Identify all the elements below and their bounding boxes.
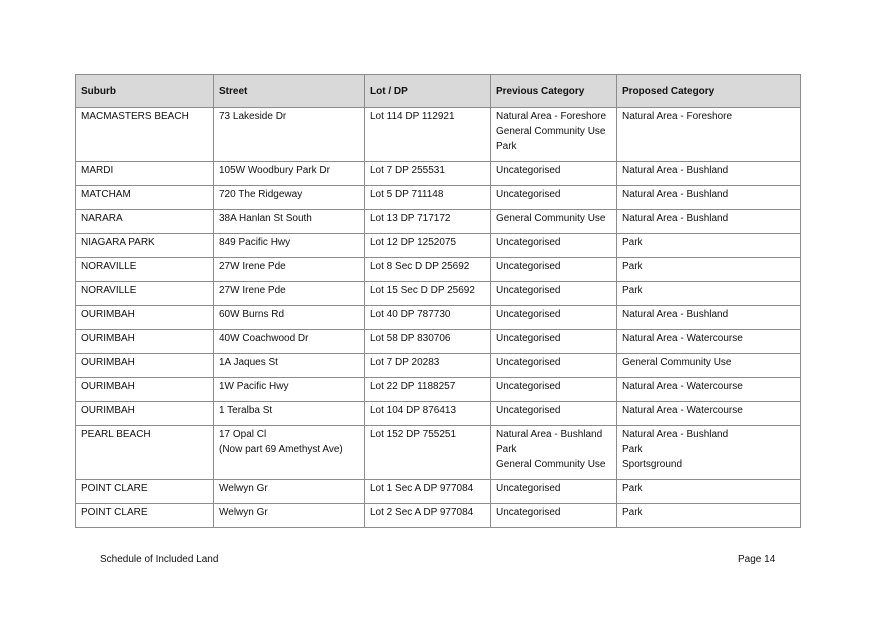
cell-previous-category — [491, 354, 617, 378]
column-header-lot-dp: Lot / DP — [365, 75, 491, 108]
table-row — [76, 504, 801, 528]
cell-line: Welwyn Gr — [219, 483, 268, 494]
cell-suburb: OURIMBAH — [76, 306, 214, 330]
cell-suburb: OURIMBAH — [76, 402, 214, 426]
cell-line: 1A Jaques St — [219, 357, 278, 368]
cell-line: 720 The Ridgeway — [219, 189, 303, 200]
cell-line: General Community Use — [496, 213, 606, 224]
cell-previous-category — [491, 210, 617, 234]
cell-previous-category — [491, 330, 617, 354]
cell-suburb: NORAVILLE — [76, 258, 214, 282]
cell-line: Park — [496, 444, 517, 455]
cell-line: Natural Area - Foreshore — [496, 111, 607, 122]
cell-proposed-category — [617, 378, 801, 402]
table-header-row — [76, 75, 801, 108]
cell-line: General Community Use — [496, 126, 606, 137]
table-row — [76, 354, 801, 378]
cell-previous-category — [491, 504, 617, 528]
cell-street — [214, 258, 365, 282]
cell-line: Uncategorised — [496, 261, 561, 272]
table-row — [76, 426, 801, 480]
cell-line: 60W Burns Rd — [219, 309, 285, 320]
cell-line: Uncategorised — [496, 357, 561, 368]
cell-street — [214, 210, 365, 234]
cell-line: Uncategorised — [496, 333, 561, 344]
cell-line: Natural Area - Watercourse — [622, 405, 743, 416]
cell-street — [214, 402, 365, 426]
cell-previous-category — [491, 480, 617, 504]
schedule-table — [75, 74, 801, 528]
table-row — [76, 480, 801, 504]
footer-document-title: Schedule of Included Land — [100, 554, 219, 565]
cell-proposed-category — [617, 402, 801, 426]
cell-line: Natural Area - Bushland — [496, 429, 603, 440]
cell-previous-category — [491, 162, 617, 186]
cell-line: 105W Woodbury Park Dr — [219, 165, 330, 176]
cell-line: 40W Coachwood Dr — [219, 333, 309, 344]
cell-street — [214, 330, 365, 354]
table-row — [76, 186, 801, 210]
cell-lot-dp: Lot 7 DP 20283 — [365, 354, 491, 378]
cell-lot-dp: Lot 40 DP 787730 — [365, 306, 491, 330]
cell-street — [214, 504, 365, 528]
cell-line: General Community Use — [622, 357, 732, 368]
cell-proposed-category — [617, 234, 801, 258]
cell-line: Natural Area - Bushland — [622, 309, 729, 320]
cell-suburb: NARARA — [76, 210, 214, 234]
cell-line: (Now part 69 Amethyst Ave) — [219, 444, 343, 455]
cell-lot-dp: Lot 152 DP 755251 — [365, 426, 491, 480]
cell-line: 73 Lakeside Dr — [219, 111, 287, 122]
cell-lot-dp: Lot 114 DP 112921 — [365, 108, 491, 162]
cell-previous-category — [491, 108, 617, 162]
cell-proposed-category — [617, 330, 801, 354]
table-body — [76, 108, 801, 528]
table-row — [76, 108, 801, 162]
cell-proposed-category — [617, 186, 801, 210]
cell-street — [214, 354, 365, 378]
cell-proposed-category — [617, 426, 801, 480]
cell-suburb: NORAVILLE — [76, 282, 214, 306]
cell-proposed-category — [617, 108, 801, 162]
cell-suburb: PEARL BEACH — [76, 426, 214, 480]
table-row — [76, 282, 801, 306]
cell-line: Natural Area - Foreshore — [622, 111, 733, 122]
cell-lot-dp: Lot 5 DP 711148 — [365, 186, 491, 210]
cell-line: Uncategorised — [496, 285, 561, 296]
cell-proposed-category — [617, 162, 801, 186]
cell-line: Natural Area - Watercourse — [622, 333, 743, 344]
cell-street — [214, 282, 365, 306]
cell-line: Natural Area - Bushland — [622, 189, 729, 200]
table-row — [76, 402, 801, 426]
cell-line: 1 Teralba St — [219, 405, 273, 416]
cell-previous-category — [491, 282, 617, 306]
cell-line: 38A Hanlan St South — [219, 213, 312, 224]
column-header-previous-category: Previous Category — [491, 75, 617, 108]
cell-line: 1W Pacific Hwy — [219, 381, 289, 392]
cell-line: Sportsground — [622, 459, 683, 470]
cell-previous-category — [491, 258, 617, 282]
cell-line: Natural Area - Bushland — [622, 429, 729, 440]
cell-street — [214, 186, 365, 210]
cell-line: Park — [622, 261, 643, 272]
cell-suburb: POINT CLARE — [76, 480, 214, 504]
cell-lot-dp: Lot 2 Sec A DP 977084 — [365, 504, 491, 528]
cell-lot-dp: Lot 104 DP 876413 — [365, 402, 491, 426]
cell-street — [214, 480, 365, 504]
cell-line: Uncategorised — [496, 309, 561, 320]
cell-street — [214, 234, 365, 258]
cell-previous-category — [491, 402, 617, 426]
cell-suburb: OURIMBAH — [76, 354, 214, 378]
table-row — [76, 330, 801, 354]
cell-proposed-category — [617, 210, 801, 234]
cell-line: 849 Pacific Hwy — [219, 237, 291, 248]
cell-line: Uncategorised — [496, 165, 561, 176]
cell-suburb: POINT CLARE — [76, 504, 214, 528]
cell-lot-dp: Lot 15 Sec D DP 25692 — [365, 282, 491, 306]
cell-suburb: NIAGARA PARK — [76, 234, 214, 258]
cell-suburb: OURIMBAH — [76, 378, 214, 402]
cell-lot-dp: Lot 1 Sec A DP 977084 — [365, 480, 491, 504]
cell-proposed-category — [617, 504, 801, 528]
cell-street — [214, 378, 365, 402]
cell-line: General Community Use — [496, 459, 606, 470]
cell-line: Park — [496, 141, 517, 152]
cell-line: Uncategorised — [496, 237, 561, 248]
cell-previous-category — [491, 426, 617, 480]
cell-line: Welwyn Gr — [219, 507, 268, 518]
cell-proposed-category — [617, 282, 801, 306]
cell-line: Park — [622, 285, 643, 296]
column-header-proposed-category: Proposed Category — [617, 75, 801, 108]
cell-previous-category — [491, 186, 617, 210]
cell-lot-dp: Lot 58 DP 830706 — [365, 330, 491, 354]
cell-suburb: OURIMBAH — [76, 330, 214, 354]
table-row — [76, 378, 801, 402]
cell-line: 17 Opal Cl — [219, 429, 267, 440]
cell-lot-dp: Lot 8 Sec D DP 25692 — [365, 258, 491, 282]
cell-lot-dp: Lot 7 DP 255531 — [365, 162, 491, 186]
cell-line: Uncategorised — [496, 507, 561, 518]
cell-street — [214, 108, 365, 162]
cell-previous-category — [491, 306, 617, 330]
table-row — [76, 306, 801, 330]
cell-line: Uncategorised — [496, 381, 561, 392]
cell-proposed-category — [617, 354, 801, 378]
cell-street — [214, 162, 365, 186]
cell-line: Natural Area - Bushland — [622, 213, 729, 224]
cell-line: Uncategorised — [496, 189, 561, 200]
cell-proposed-category — [617, 480, 801, 504]
cell-suburb: MARDI — [76, 162, 214, 186]
cell-line: 27W Irene Pde — [219, 285, 286, 296]
cell-line: Natural Area - Watercourse — [622, 381, 743, 392]
cell-suburb: MATCHAM — [76, 186, 214, 210]
cell-line: Park — [622, 444, 643, 455]
cell-line: Park — [622, 483, 643, 494]
cell-suburb: MACMASTERS BEACH — [76, 108, 214, 162]
cell-line: Uncategorised — [496, 483, 561, 494]
cell-lot-dp: Lot 12 DP 1252075 — [365, 234, 491, 258]
column-header-suburb: Suburb — [76, 75, 214, 108]
cell-line: Park — [622, 237, 643, 248]
cell-proposed-category — [617, 306, 801, 330]
table-row — [76, 210, 801, 234]
footer-page-number: Page 14 — [738, 554, 776, 565]
table-row — [76, 258, 801, 282]
cell-lot-dp: Lot 13 DP 717172 — [365, 210, 491, 234]
cell-lot-dp: Lot 22 DP 1188257 — [365, 378, 491, 402]
cell-proposed-category — [617, 258, 801, 282]
cell-line: Natural Area - Bushland — [622, 165, 729, 176]
cell-previous-category — [491, 378, 617, 402]
table-row — [76, 162, 801, 186]
cell-street — [214, 426, 365, 480]
cell-street — [214, 306, 365, 330]
cell-line: 27W Irene Pde — [219, 261, 286, 272]
column-header-street: Street — [214, 75, 365, 108]
table-row — [76, 234, 801, 258]
cell-previous-category — [491, 234, 617, 258]
cell-line: Park — [622, 507, 643, 518]
cell-line: Uncategorised — [496, 405, 561, 416]
